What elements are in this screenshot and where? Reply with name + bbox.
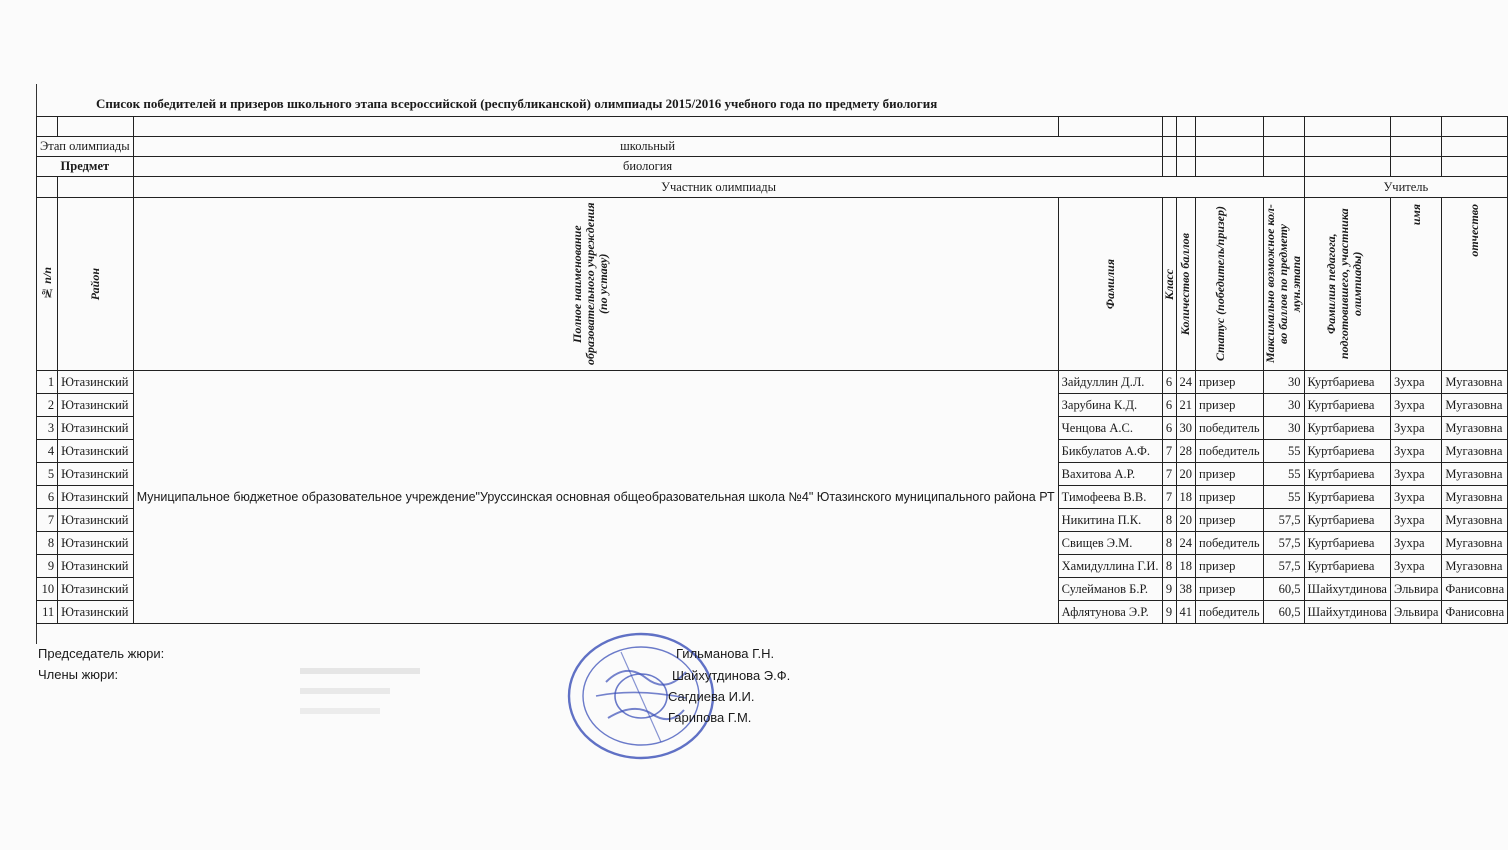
row-number: 4 [37, 440, 58, 463]
row-student-name: Ченцова А.С. [1058, 417, 1162, 440]
row-score: 24 [1176, 532, 1196, 555]
row-student-name: Зарубина К.Д. [1058, 394, 1162, 417]
row-teacher-patronymic: Мугазовна [1442, 555, 1508, 578]
row-status: победитель [1196, 532, 1264, 555]
row-teacher-surname: Куртбариева [1304, 509, 1390, 532]
jury-name-1: Гильманова Г.Н. [676, 646, 775, 661]
col-teacher-patronymic: отчество [1467, 204, 1482, 257]
row-student-name: Тимофеева В.В. [1058, 486, 1162, 509]
row-score: 18 [1176, 486, 1196, 509]
row-score: 38 [1176, 578, 1196, 601]
row-teacher-surname: Куртбариева [1304, 463, 1390, 486]
row-max-score: 57,5 [1263, 509, 1304, 532]
row-teacher-surname: Куртбариева [1304, 394, 1390, 417]
col-grade: Класс [1161, 268, 1176, 300]
document-title: Список победителей и призеров школьного этапа всероссийской (республиканской) олимпиады 2015/2016 учебного года по предмету биология [96, 96, 938, 111]
row-district: Ютазинский [58, 486, 134, 509]
row-max-score: 60,5 [1263, 601, 1304, 624]
col-teacher-name: имя [1408, 204, 1423, 226]
row-score: 20 [1176, 509, 1196, 532]
row-number: 10 [37, 578, 58, 601]
row-teacher-patronymic: Мугазовна [1442, 371, 1508, 394]
jury-name-4: Гарипова Г.М. [668, 710, 752, 725]
row-teacher-name: Эльвира [1390, 578, 1441, 601]
row-teacher-surname: Куртбариева [1304, 486, 1390, 509]
row-number: 8 [37, 532, 58, 555]
row-grade: 7 [1162, 463, 1176, 486]
row-district: Ютазинский [58, 601, 134, 624]
row-score: 30 [1176, 417, 1196, 440]
row-score: 41 [1176, 601, 1196, 624]
row-number: 9 [37, 555, 58, 578]
col-surname: Фамилия [1102, 258, 1117, 310]
row-grade: 6 [1162, 371, 1176, 394]
faint-artifact [300, 688, 390, 694]
row-score: 28 [1176, 440, 1196, 463]
row-grade: 7 [1162, 440, 1176, 463]
row-student-name: Свищев Э.М. [1058, 532, 1162, 555]
row-grade: 6 [1162, 417, 1176, 440]
row-max-score: 30 [1263, 417, 1304, 440]
jury-chair-label: Председатель жюри: [38, 646, 165, 661]
row-max-score: 57,5 [1263, 532, 1304, 555]
row-status: призер [1196, 371, 1264, 394]
row-number: 6 [37, 486, 58, 509]
row-number: 7 [37, 509, 58, 532]
col-score: Количество баллов [1178, 232, 1193, 336]
row-district: Ютазинский [58, 532, 134, 555]
row-status: призер [1196, 509, 1264, 532]
jury-members-label: Члены жюри: [38, 667, 119, 682]
row-teacher-surname: Куртбариева [1304, 371, 1390, 394]
row-teacher-patronymic: Мугазовна [1442, 532, 1508, 555]
row-grade: 8 [1162, 509, 1176, 532]
row-grade: 8 [1162, 555, 1176, 578]
row-score: 24 [1176, 371, 1196, 394]
row-district: Ютазинский [58, 555, 134, 578]
row-district: Ютазинский [58, 394, 134, 417]
row-teacher-surname: Куртбариева [1304, 440, 1390, 463]
school-name-cell: Муниципальное бюджетное образовательное учреждение"Уруссинская основная общеобразовательная школа №4" Ютазинского муниципального района РТ [133, 371, 1058, 624]
row-max-score: 55 [1263, 486, 1304, 509]
table-body [37, 371, 1508, 624]
row-score: 21 [1176, 394, 1196, 417]
col-status: Статус (победитель/призер) [1213, 206, 1228, 362]
row-score: 20 [1176, 463, 1196, 486]
row-district: Ютазинский [58, 417, 134, 440]
group-header-row [37, 177, 1508, 198]
col-teacher-surname: Фамилия педагога, подготовившего, участника олимпиады) [1324, 208, 1365, 360]
row-teacher-name: Зухра [1390, 555, 1441, 578]
row-max-score: 30 [1263, 394, 1304, 417]
col-num: № п/п [39, 267, 54, 301]
row-teacher-name: Зухра [1390, 440, 1441, 463]
row-max-score: 30 [1263, 371, 1304, 394]
row-status: победитель [1196, 601, 1264, 624]
row-score: 18 [1176, 555, 1196, 578]
row-status: призер [1196, 463, 1264, 486]
row-student-name: Никитина П.К. [1058, 509, 1162, 532]
subject-label: Предмет [37, 157, 134, 177]
row-teacher-patronymic: Мугазовна [1442, 440, 1508, 463]
row-status: призер [1196, 486, 1264, 509]
row-teacher-patronymic: Мугазовна [1442, 486, 1508, 509]
participant-group-header: Участник олимпиады [133, 177, 1304, 198]
row-max-score: 60,5 [1263, 578, 1304, 601]
col-school: Полное наименование образовательного учреждения (по уставу) [569, 202, 610, 366]
faint-artifact [300, 708, 380, 714]
row-student-name: Хамидуллина Г.И. [1058, 555, 1162, 578]
row-grade: 6 [1162, 394, 1176, 417]
row-grade: 9 [1162, 578, 1176, 601]
row-student-name: Афлятунова Э.Р. [1058, 601, 1162, 624]
stage-value: школьный [133, 137, 1162, 157]
row-teacher-surname: Куртбариева [1304, 555, 1390, 578]
row-district: Ютазинский [58, 578, 134, 601]
row-district: Ютазинский [58, 463, 134, 486]
row-teacher-name: Зухра [1390, 532, 1441, 555]
row-grade: 9 [1162, 601, 1176, 624]
row-student-name: Зайдуллин Д.Л. [1058, 371, 1162, 394]
row-district: Ютазинский [58, 509, 134, 532]
subject-row [37, 157, 1508, 177]
row-max-score: 55 [1263, 440, 1304, 463]
faint-artifact [300, 668, 420, 674]
col-district: Район [87, 267, 102, 301]
row-teacher-patronymic: Мугазовна [1442, 463, 1508, 486]
row-teacher-patronymic: Мугазовна [1442, 417, 1508, 440]
row-grade: 8 [1162, 532, 1176, 555]
blank-row [37, 117, 1508, 137]
row-teacher-patronymic: Мугазовна [1442, 509, 1508, 532]
subject-value: биология [133, 157, 1162, 177]
row-teacher-surname: Шайхутдинова [1304, 601, 1390, 624]
row-status: призер [1196, 578, 1264, 601]
table-row [37, 371, 1508, 394]
row-status: призер [1196, 394, 1264, 417]
row-teacher-patronymic: Мугазовна [1442, 394, 1508, 417]
row-teacher-name: Зухра [1390, 509, 1441, 532]
row-status: победитель [1196, 440, 1264, 463]
row-district: Ютазинский [58, 371, 134, 394]
row-status: победитель [1196, 417, 1264, 440]
teacher-group-header: Учитель [1304, 177, 1508, 198]
row-number: 1 [37, 371, 58, 394]
col-max: Максимально возможное кол-во баллов по предмету мун.этапа [1262, 204, 1303, 364]
stage-label: Этап олимпиады [37, 137, 134, 157]
row-status: призер [1196, 555, 1264, 578]
stage-row [37, 137, 1508, 157]
row-student-name: Вахитова А.Р. [1058, 463, 1162, 486]
row-teacher-name: Зухра [1390, 394, 1441, 417]
row-number: 2 [37, 394, 58, 417]
row-teacher-name: Зухра [1390, 371, 1441, 394]
row-teacher-patronymic: Фанисовна [1442, 601, 1508, 624]
column-header-row [37, 198, 1508, 371]
row-number: 11 [37, 601, 58, 624]
row-max-score: 57,5 [1263, 555, 1304, 578]
row-grade: 7 [1162, 486, 1176, 509]
row-teacher-patronymic: Фанисовна [1442, 578, 1508, 601]
row-teacher-surname: Куртбариева [1304, 417, 1390, 440]
jury-name-3: Сагдиева И.И. [668, 689, 755, 704]
row-teacher-surname: Шайхутдинова [1304, 578, 1390, 601]
row-teacher-name: Эльвира [1390, 601, 1441, 624]
row-number: 3 [37, 417, 58, 440]
row-teacher-surname: Куртбариева [1304, 532, 1390, 555]
jury-name-2: Шайхутдинова Э.Ф. [672, 668, 791, 683]
row-teacher-name: Зухра [1390, 463, 1441, 486]
row-teacher-name: Зухра [1390, 417, 1441, 440]
row-student-name: Бикбулатов А.Ф. [1058, 440, 1162, 463]
row-teacher-name: Зухра [1390, 486, 1441, 509]
row-district: Ютазинский [58, 440, 134, 463]
row-max-score: 55 [1263, 463, 1304, 486]
results-table [36, 116, 1508, 624]
row-student-name: Сулейманов Б.Р. [1058, 578, 1162, 601]
row-number: 5 [37, 463, 58, 486]
